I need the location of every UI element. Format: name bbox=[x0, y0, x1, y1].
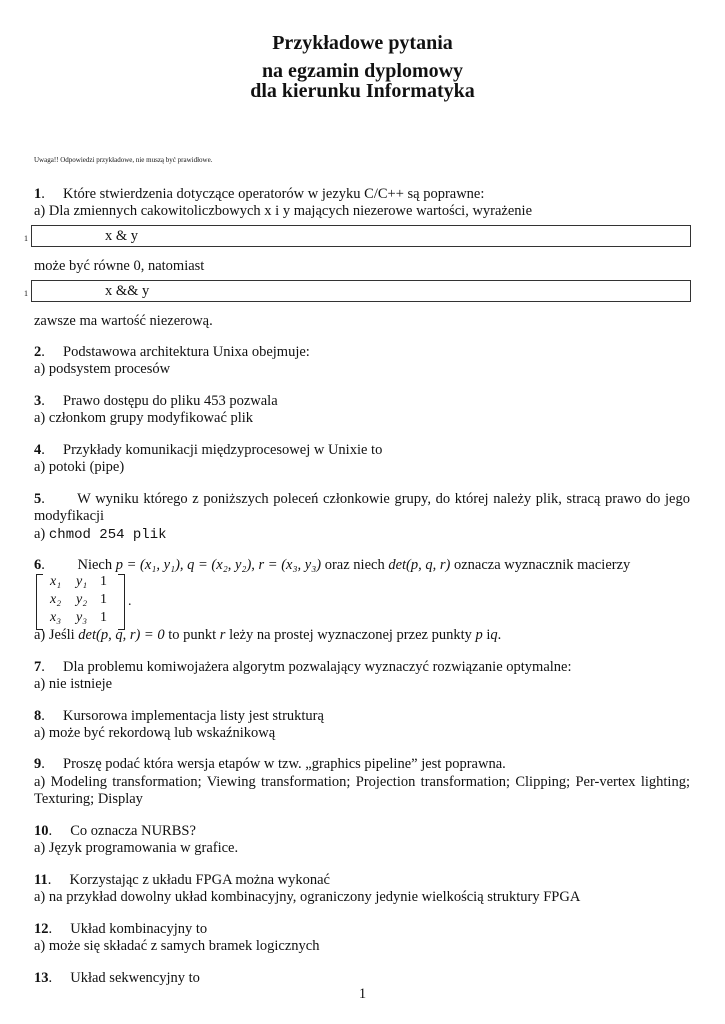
math-det: det(p, q, r) bbox=[388, 557, 451, 573]
matrix-cell: x₃ bbox=[50, 610, 62, 625]
answer-8a: a) może być rekordową lub wskaźnikową bbox=[34, 725, 276, 741]
code-expression-2: x && y bbox=[105, 283, 150, 299]
question-number: 7 bbox=[34, 659, 42, 675]
question-number: 6 bbox=[34, 557, 42, 573]
title-line-3: dla kierunku Informatyka bbox=[250, 80, 475, 102]
math-q: q bbox=[490, 627, 498, 643]
question-9: 9. Proszę podać która wersja etapów w tzw. „graphics pipeline” jest poprawna. bbox=[34, 756, 506, 772]
title-line-1: Przykładowe pytania bbox=[272, 32, 453, 54]
question-text: Dla problemu komiwojażera algorytm pozwalający wyznaczyć rozwiązanie optymalne: bbox=[63, 659, 572, 675]
question-number: 13 bbox=[34, 970, 49, 986]
question-number: 2 bbox=[34, 344, 42, 360]
answer-1-end: zawsze ma wartość niezerową. bbox=[34, 313, 213, 329]
question-number: 12 bbox=[34, 921, 49, 937]
code-line-number-2: 1 bbox=[24, 289, 28, 298]
disclaimer-note: Uwaga!! Odpowiedzi przykładowe, nie muszą być prawidłowe. bbox=[34, 156, 213, 164]
question-3: 3. Prawo dostępu do pliku 453 pozwala bbox=[34, 393, 278, 409]
question-text: Prawo dostępu do pliku 453 pozwala bbox=[63, 393, 278, 409]
answer-1-middle: może być równe 0, natomiast bbox=[34, 258, 205, 274]
code-line-number-1: 1 bbox=[24, 234, 28, 243]
question-text: Przykłady komunikacji międzyprocesowej w Unixie to bbox=[63, 442, 383, 458]
question-text: W wyniku którego z poniższych poleceń członkowie grupy, do której należy plik, stracą prawo do jego modyfikacji bbox=[34, 491, 690, 524]
answer-12a: a) może się składać z samych bramek logicznych bbox=[34, 938, 320, 954]
question-number: 11 bbox=[34, 872, 48, 888]
question-1: 1. Które stwierdzenia dotyczące operatorów w jezyku C/C++ są poprawne: bbox=[34, 186, 485, 202]
matrix-left-bracket bbox=[36, 574, 43, 630]
answer-period: . bbox=[497, 627, 502, 643]
answer-pre: a) Jeśli bbox=[34, 627, 75, 643]
question-13: 13. Układ sekwencyjny to bbox=[34, 970, 200, 986]
matrix-cell: 1 bbox=[100, 574, 107, 589]
question-7: 7. Dla problemu komiwojażera algorytm pozwalający wyznaczyć rozwiązanie optymalne: bbox=[34, 659, 572, 675]
question-text: Korzystając z układu FPGA można wykonać bbox=[69, 872, 330, 888]
question-text: Układ kombinacyjny to bbox=[70, 921, 208, 937]
question-5: 5. W wyniku którego z poniższych poleceń członkowie grupy, do której należy plik, stracą prawo do jego modyfikacji bbox=[34, 491, 690, 524]
question-text: Układ sekwencyjny to bbox=[70, 970, 200, 986]
question-text: Proszę podać która wersja etapów w tzw. „graphics pipeline” jest poprawna. bbox=[63, 756, 506, 772]
determinant-matrix bbox=[36, 574, 136, 630]
math-r: r bbox=[219, 627, 226, 643]
question-number: 9 bbox=[34, 756, 42, 772]
answer-7a: a) nie istnieje bbox=[34, 676, 113, 692]
matrix-cell: y₁ bbox=[76, 574, 88, 589]
question-text: Które stwierdzenia dotyczące operatorów w jezyku C/C++ są poprawne: bbox=[63, 186, 485, 202]
question-number: 1 bbox=[34, 186, 42, 202]
matrix-period: . bbox=[128, 594, 132, 609]
answer-9a: a) Modeling transformation; Viewing transformation; Projection transformation; Clipping; Per-vertex lighting; Texturing; Display bbox=[34, 774, 690, 807]
answer-11a: a) na przykład dowolny układ kombinacyjny, ograniczony jedynie wielkością struktury FPGA bbox=[34, 889, 581, 905]
code-expression-1: x & y bbox=[105, 228, 139, 244]
code-box-2 bbox=[31, 280, 691, 302]
matrix-cell: y₂ bbox=[76, 592, 88, 607]
answer-2a: a) podsystem procesów bbox=[34, 361, 171, 377]
answer-6a bbox=[34, 627, 690, 644]
question-text: Podstawowa architektura Unixa obejmuje: bbox=[63, 344, 310, 360]
question-8: 8. Kursorowa implementacja listy jest strukturą bbox=[34, 708, 324, 724]
matrix-cell: y₃ bbox=[76, 610, 88, 625]
question-12: 12. Układ kombinacyjny to bbox=[34, 921, 208, 937]
title-line-2: na egzamin dyplomowy bbox=[261, 60, 464, 82]
answer-4a: a) potoki (pipe) bbox=[34, 459, 125, 475]
answer-prefix: a) bbox=[34, 526, 46, 542]
matrix-cell: x₂ bbox=[50, 592, 62, 607]
code-box-1 bbox=[31, 225, 691, 247]
question-text-post: oznacza wyznacznik macierzy bbox=[453, 557, 631, 573]
question-number: 5 bbox=[34, 491, 42, 507]
command-code: chmod 254 plik bbox=[48, 527, 167, 543]
matrix-right-bracket bbox=[118, 574, 125, 630]
question-11: 11. Korzystając z układu FPGA można wykonać bbox=[34, 872, 330, 888]
answer-5a bbox=[34, 526, 690, 544]
matrix-cell: x₁ bbox=[50, 574, 62, 589]
answer-1a: a) Dla zmiennych cakowitoliczbowych x i y mających niezerowe wartości, wyrażenie bbox=[34, 203, 533, 219]
question-text: Co oznacza NURBS? bbox=[70, 823, 196, 839]
question-2: 2. Podstawowa architektura Unixa obejmuje: bbox=[34, 344, 310, 360]
question-6: 6. Niech p = (x₁, y₁), q = (x₂, y₂), r = (x₃, y₃) oraz niech det(p, q, r) oznacza wyznacznik macierzy bbox=[34, 557, 631, 573]
math-det-zero: det(p, q, r) = 0 bbox=[78, 627, 165, 643]
answer-post: leży na prostej wyznaczonej przez punkty bbox=[229, 627, 472, 643]
answer-and: i bbox=[486, 627, 491, 643]
answer-10a: a) Język programowania w grafice. bbox=[34, 840, 239, 856]
question-number: 3 bbox=[34, 393, 42, 409]
question-10: 10. Co oznacza NURBS? bbox=[34, 823, 196, 839]
question-text-pre: Niech bbox=[77, 557, 113, 573]
question-number: 8 bbox=[34, 708, 42, 724]
answer-mid: to punkt bbox=[168, 627, 217, 643]
question-number: 4 bbox=[34, 442, 42, 458]
question-text: Kursorowa implementacja listy jest strukturą bbox=[63, 708, 324, 724]
page-number: 1 bbox=[358, 986, 367, 1002]
math-p: p bbox=[475, 627, 483, 643]
question-number: 10 bbox=[34, 823, 49, 839]
math-points: p = (x₁, y₁), q = (x₂, y₂), r = (x₃, y₃) bbox=[115, 557, 322, 573]
question-4: 4. Przykłady komunikacji międzyprocesowej w Unixie to bbox=[34, 442, 383, 458]
matrix-cell: 1 bbox=[100, 592, 107, 607]
matrix-cell: 1 bbox=[100, 610, 107, 625]
question-text-mid: oraz niech bbox=[324, 557, 385, 573]
answer-3a: a) członkom grupy modyfikować plik bbox=[34, 410, 254, 426]
